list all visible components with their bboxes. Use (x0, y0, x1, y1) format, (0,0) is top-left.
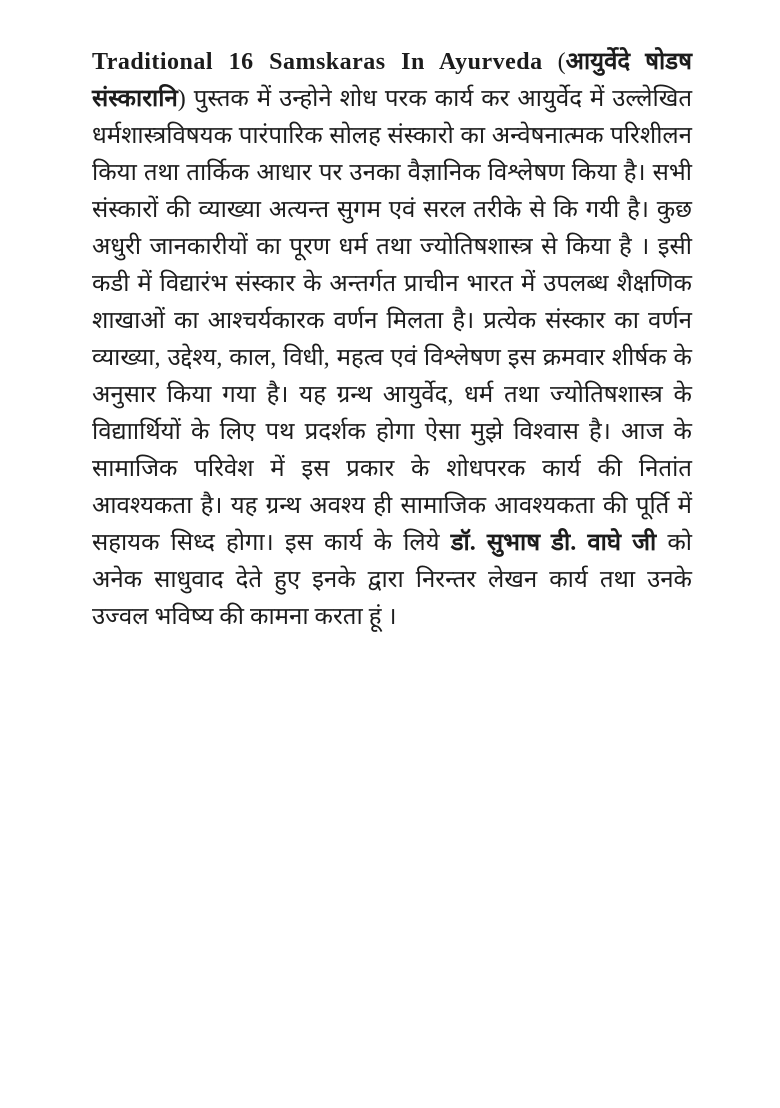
text-line (92, 340, 692, 377)
text-segment: किया तथा तार्किक आधार पर उनका वैज्ञानिक विश्लेषण किया है। सभी (92, 160, 692, 186)
text-segment: संस्कारों की व्याख्या अत्यन्त सुगम एवं सरल तरीके से कि गयी है। कुछ (92, 197, 692, 223)
text-line (92, 525, 692, 562)
text-segment: शाखाओं का आश्चर्यकारक वर्णन मिलता है। प्रत्येक संस्कार का वर्णन (92, 308, 692, 334)
text-line (92, 562, 692, 599)
text-line (92, 192, 692, 229)
text-line (92, 155, 692, 192)
text-segment: कडी में विद्यारंभ संस्कार के अन्तर्गत प्राचीन भारत में उपलब्ध शैक्षणिक (92, 271, 692, 297)
text-segment: अनुसार किया गया है। यह ग्रन्थ आयुर्वेद, धर्म तथा ज्योतिषशास्त्र के (92, 382, 692, 408)
text-segment: ) पुस्तक में उन्होने शोध परक कार्य कर आयुर्वेद में उल्लेखित (177, 86, 692, 112)
text-segment: धर्मशास्त्रविषयक पारंपारिक सोलह संस्कारो का अन्वेषनात्मक परिशीलन (92, 123, 692, 149)
text-line (92, 488, 692, 525)
text-segment: व्याख्या, उद्देश्य, काल, विधी, महत्व एवं विश्लेषण इस क्रमवार शीर्षक के (92, 345, 692, 371)
text-line (92, 44, 692, 81)
paragraph (92, 44, 692, 636)
book-title-devanagari: संस्कारानि (92, 86, 178, 112)
text-segment: सहायक सिध्द होगा। इस कार्य के लिये (92, 530, 451, 556)
text-line (92, 303, 692, 340)
text-line (92, 118, 692, 155)
text-segment: विद्याार्थियों के लिए पथ प्रदर्शक होगा ऐसा मुझे विश्वास है। आज के (92, 419, 692, 445)
text-segment: अधुरी जानकारीयों का पूरण धर्म तथा ज्योतिषशास्त्र से किया है । इसी (92, 234, 692, 260)
text-segment: ( (542, 49, 566, 75)
text-line (92, 229, 692, 266)
text-line (92, 266, 692, 303)
text-line (92, 451, 692, 488)
text-segment: सामाजिक परिवेश में इस प्रकार के शोधपरक कार्य की नितांत (92, 456, 692, 482)
text-segment: आवश्यकता है। यह ग्रन्थ अवश्य ही सामाजिक आवश्यकता की पूर्ति में (92, 493, 692, 519)
text-line (92, 377, 692, 414)
text-segment: अनेक साधुवाद देते हुए इनके द्वारा निरन्तर लेखन कार्य तथा उनके (92, 567, 692, 593)
text-line (92, 414, 692, 451)
text-segment: को (656, 530, 692, 556)
book-title-latin: Traditional 16 Samskaras In Ayurveda (92, 49, 543, 75)
text-line (92, 599, 692, 636)
text-line (92, 81, 692, 118)
book-title-devanagari: आयुर्वेदे षोडष (565, 49, 692, 75)
author-name: डॉ. सुभाष डी. वाघे जी (450, 530, 657, 556)
text-segment: उज्वल भविष्य की कामना करता हूं । (92, 604, 397, 630)
